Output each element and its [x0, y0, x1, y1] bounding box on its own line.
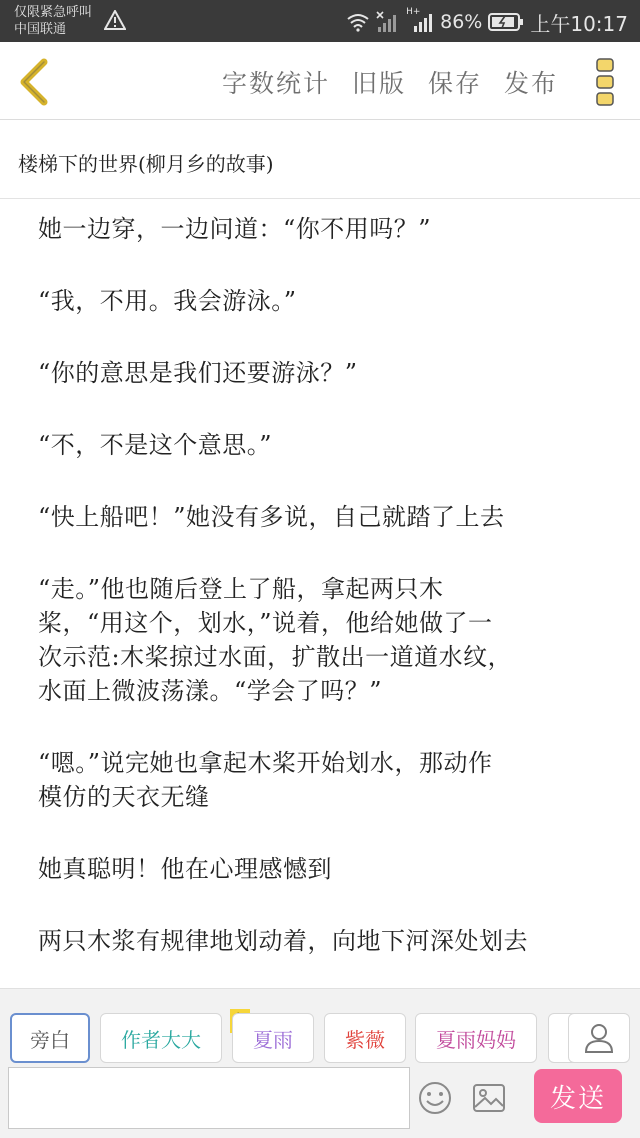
paragraph: “快上船吧！”她没有多说，自己就踏了上去 — [38, 503, 505, 531]
clock: 上午10:17 — [530, 11, 628, 36]
back-button[interactable] — [14, 58, 54, 106]
role-chip-author[interactable]: 作者大大 — [100, 1013, 222, 1063]
status-bar — [0, 0, 640, 42]
role-chip-xiayu[interactable]: 夏雨 — [232, 1013, 314, 1063]
paragraph: 她一边穿，一边问道：“你不用吗？” — [38, 215, 432, 243]
message-input[interactable] — [8, 1067, 410, 1129]
wifi-icon — [346, 12, 370, 32]
send-button[interactable]: 发送 — [534, 1069, 622, 1123]
role-chip-xiayu-mom[interactable]: 夏雨妈妈 — [415, 1013, 537, 1063]
paragraph: “我，不用。我会游泳。” — [38, 287, 297, 315]
paragraph: “不，不是这个意思。” — [38, 431, 273, 459]
status-left — [14, 4, 92, 38]
status-right — [346, 8, 628, 36]
battery-icon — [488, 12, 524, 32]
person-icon — [584, 1022, 614, 1054]
warning-icon — [104, 10, 126, 30]
word-count-button[interactable]: 字数统计 — [221, 69, 330, 98]
document-title-row — [0, 121, 640, 199]
save-button[interactable]: 保存 — [427, 69, 482, 98]
battery-percent: 86% — [440, 11, 483, 33]
carrier-name: 中国联通 — [14, 22, 67, 37]
role-chip-narration[interactable]: 旁白 — [10, 1013, 90, 1063]
paragraph: “走。”他也随后登上了船，拿起两只木 桨，“用这个，划水，”说着，他给她做了一 次示范:木桨掠过水面，扩散出一道道水纹， 水面上微波荡漾。“学会了吗？” — [38, 575, 513, 705]
story-content[interactable] — [38, 212, 618, 988]
signal-no-sim-icon — [376, 11, 400, 33]
image-button[interactable] — [472, 1083, 506, 1113]
signal-icon — [406, 11, 434, 33]
paragraph: “你的意思是我们还要游泳？” — [38, 359, 358, 387]
more-menu-button[interactable] — [594, 56, 616, 108]
document-title[interactable]: 楼梯下的世界(柳月乡的故事) — [18, 152, 274, 176]
input-row — [0, 1067, 640, 1133]
paragraph: “嗯。”说完她也拿起木桨开始划水，那动作 模仿的天衣无缝 — [38, 749, 493, 811]
composer-panel — [0, 988, 640, 1138]
old-version-button[interactable]: 旧版 — [351, 69, 406, 98]
emergency-text: 仅限紧急呼叫 — [14, 5, 93, 20]
network-type: H+ — [406, 7, 421, 17]
signal-hplus — [406, 7, 434, 33]
emoji-button[interactable] — [418, 1081, 452, 1115]
paragraph: 两只木浆有规律地划动着，向地下河深处划去 — [38, 927, 528, 955]
publish-button[interactable]: 发布 — [503, 69, 558, 98]
top-actions — [222, 64, 558, 100]
top-bar — [0, 42, 640, 120]
paragraph: 她真聪明！他在心理感憾到 — [38, 855, 332, 883]
role-selector — [0, 1013, 640, 1065]
role-chip-ziwei[interactable]: 紫薇 — [324, 1013, 406, 1063]
add-role-button[interactable] — [568, 1013, 630, 1063]
